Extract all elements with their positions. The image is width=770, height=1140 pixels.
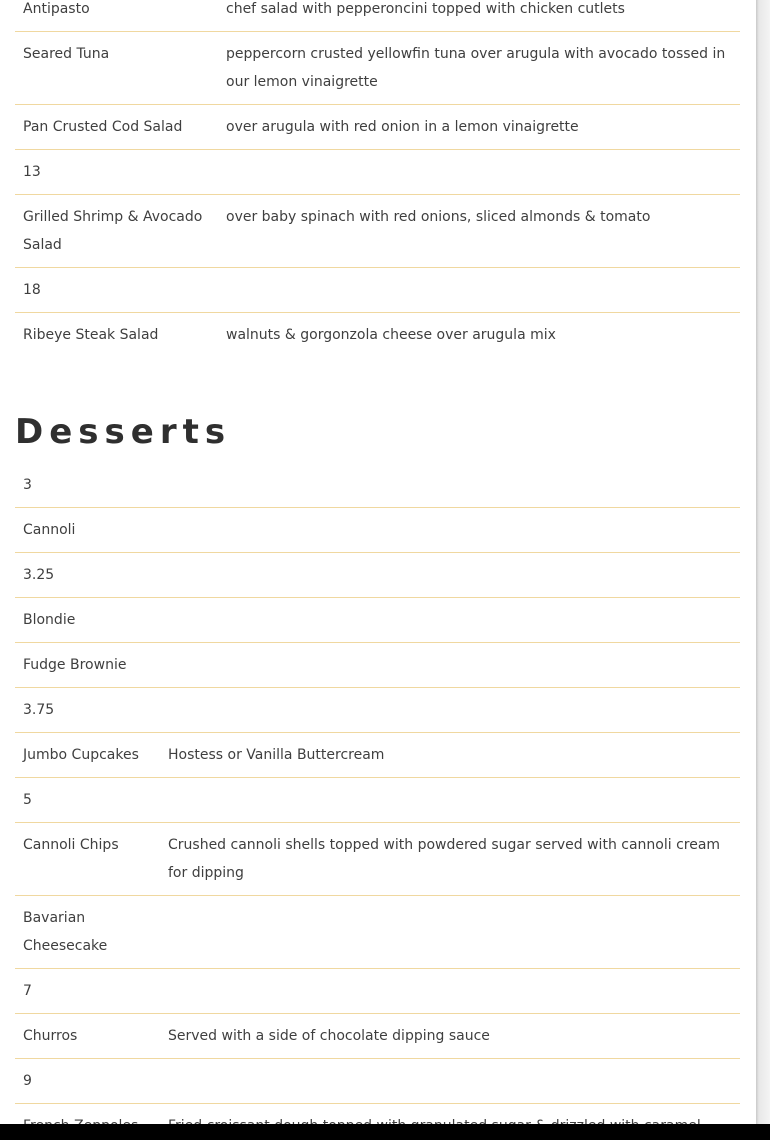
item-name: Churros — [15, 1014, 160, 1059]
item-description — [160, 1059, 740, 1104]
desserts-heading: Desserts — [15, 412, 232, 452]
table-row — [15, 778, 740, 823]
item-name: Antipasto — [15, 0, 218, 32]
item-name: Jumbo Cupcakes — [15, 733, 160, 778]
item-description — [218, 150, 740, 195]
table-row — [15, 823, 740, 896]
item-description: Crushed cannoli shells topped with powdered sugar served with cannoli cream for dipping — [160, 823, 740, 896]
salads-menu-table — [15, 0, 740, 357]
table-row — [15, 688, 740, 733]
item-description — [160, 896, 740, 969]
item-name: Seared Tuna — [15, 32, 218, 105]
bottom-bar — [0, 1124, 770, 1140]
page-edge-shadow — [756, 0, 770, 1140]
item-name: Grilled Shrimp & Avocado Salad — [15, 195, 218, 268]
item-price: 7 — [15, 969, 160, 1014]
table-row — [15, 105, 740, 150]
item-description: chef salad with pepperoncini topped with chicken cutlets — [218, 0, 740, 32]
item-description — [160, 553, 740, 598]
item-name: Bavarian Cheesecake — [15, 896, 160, 969]
item-description — [160, 778, 740, 823]
item-price: 9 — [15, 1059, 160, 1104]
table-row — [15, 0, 740, 32]
item-price: 3 — [15, 463, 160, 508]
item-name: Blondie — [15, 598, 160, 643]
table-row — [15, 598, 740, 643]
table-row — [15, 195, 740, 268]
table-row — [15, 969, 740, 1014]
item-description — [160, 688, 740, 733]
item-description — [160, 598, 740, 643]
item-price: 13 — [15, 150, 218, 195]
item-description — [160, 643, 740, 688]
table-row — [15, 1014, 740, 1059]
item-name: Ribeye Steak Salad — [23, 327, 159, 343]
item-description — [218, 268, 740, 313]
item-description: over baby spinach with red onions, sliced almonds & tomato — [218, 195, 740, 268]
item-name: Pan Crusted Cod Salad — [15, 105, 218, 150]
item-price: 3.25 — [15, 553, 160, 598]
table-row — [15, 150, 740, 195]
item-description: Hostess or Vanilla Buttercream — [160, 733, 740, 778]
item-description: over arugula with red onion in a lemon vinaigrette — [218, 105, 740, 150]
table-row — [15, 1059, 740, 1104]
table-row — [15, 508, 740, 553]
item-price: 3.75 — [15, 688, 160, 733]
item-name: Fudge Brownie — [15, 643, 160, 688]
table-row — [15, 463, 740, 508]
item-price: 18 — [15, 268, 218, 313]
item-description: peppercorn crusted yellowfin tuna over arugula with avocado tossed in our lemon vinaigrette — [218, 32, 740, 105]
table-row — [15, 268, 740, 313]
table-row — [15, 896, 740, 969]
item-name: Cannoli — [15, 508, 160, 553]
item-description — [160, 969, 740, 1014]
item-description — [160, 463, 740, 508]
item-description — [160, 508, 740, 553]
table-row — [15, 553, 740, 598]
table-row — [15, 313, 740, 358]
table-row — [15, 733, 740, 778]
table-row — [15, 643, 740, 688]
table-row — [15, 32, 740, 105]
item-price: 5 — [15, 778, 160, 823]
item-description: walnuts & gorgonzola cheese over arugula mix — [226, 327, 556, 343]
item-name: Cannoli Chips — [15, 823, 160, 896]
item-description: Served with a side of chocolate dipping sauce — [160, 1014, 740, 1059]
desserts-menu-table — [15, 463, 740, 1140]
